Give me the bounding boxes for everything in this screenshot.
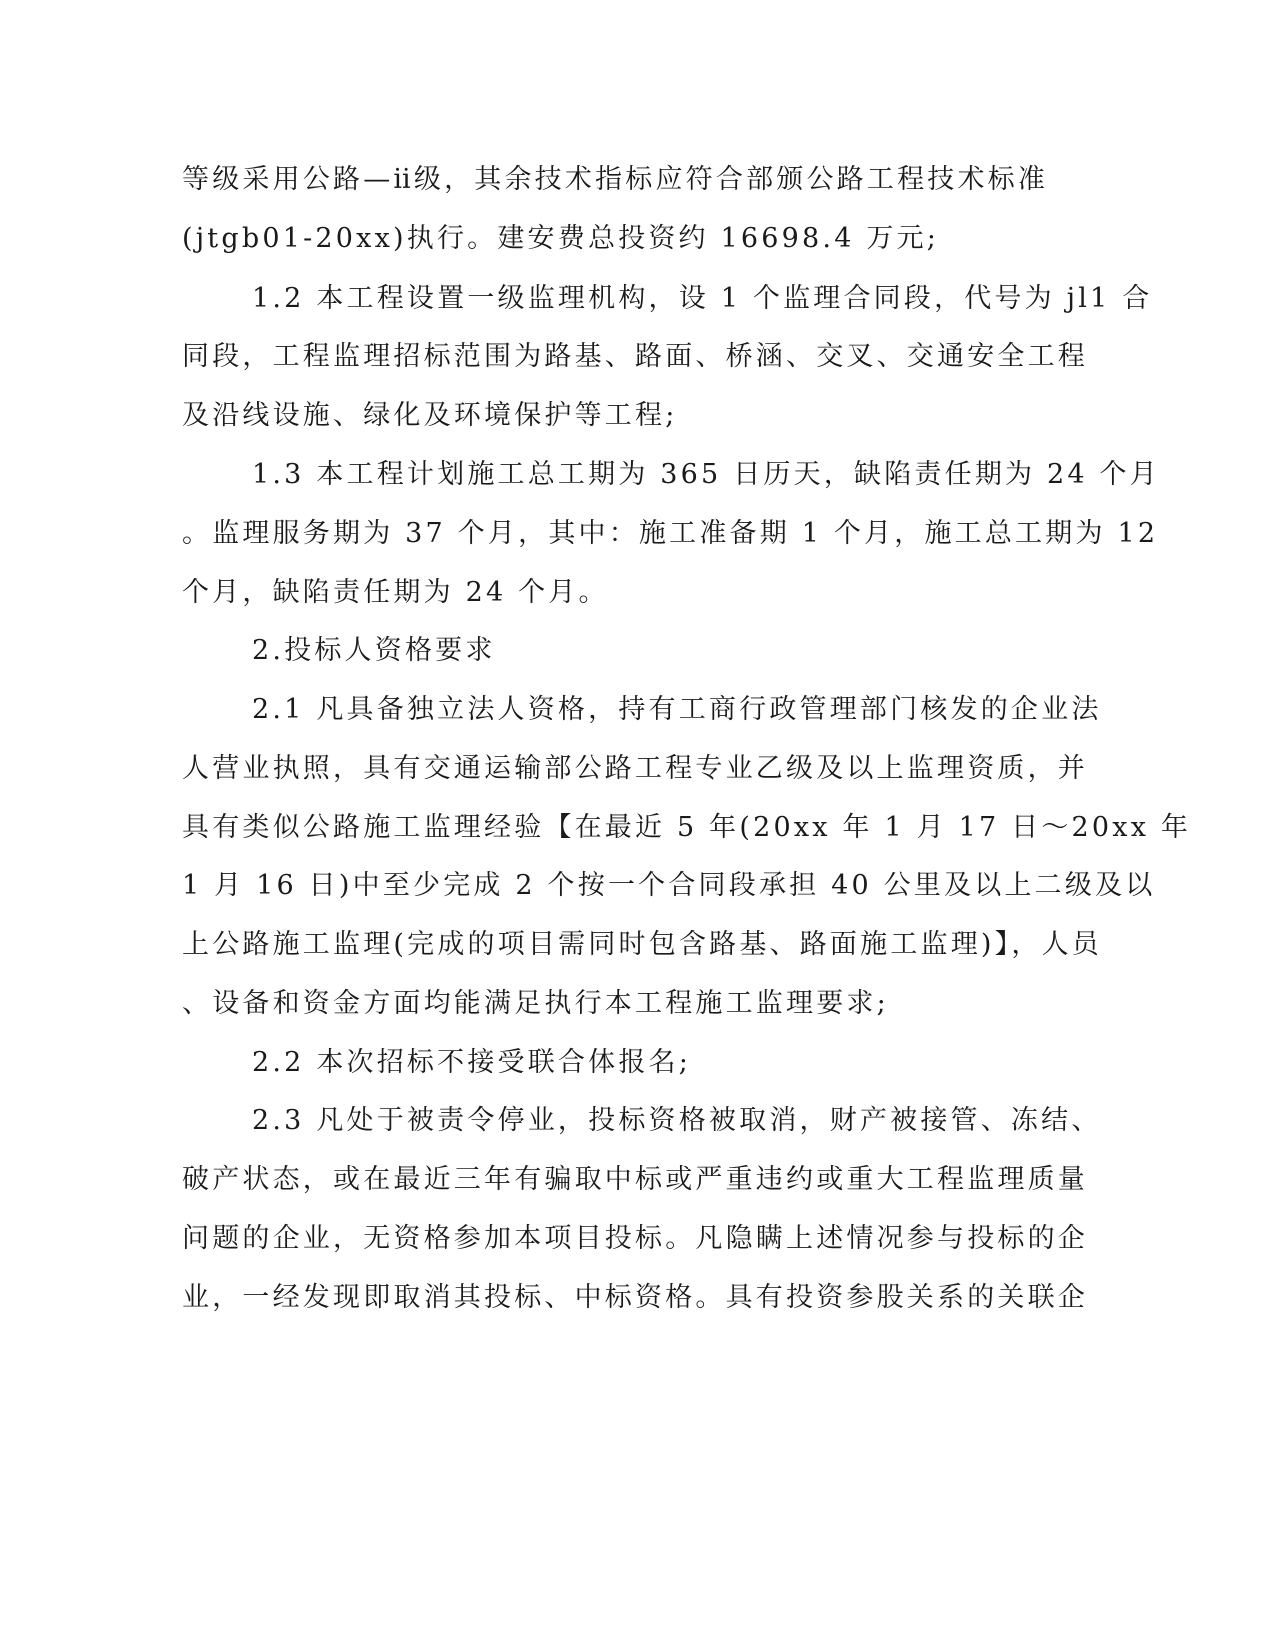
text-line: 1 月 16 日)中至少完成 2 个按一个合同段承担 40 公里及以上二级及以 — [182, 870, 1156, 901]
text-line: 问题的企业，无资格参加本项目投标。凡隐瞒上述情况参与投标的企 — [182, 1223, 1088, 1254]
text-line: 及沿线设施、绿化及环境保护等工程; — [182, 400, 678, 431]
text-line: 、设备和资金方面均能满足执行本工程施工监理要求; — [182, 988, 889, 1019]
text-line: 个月，缺陷责任期为 24 个月。 — [182, 577, 609, 608]
text-line: 同段，工程监理招标范围为路基、路面、桥涵、交叉、交通安全工程 — [182, 341, 1088, 372]
paragraph-1-3-start: 1.3 本工程计划施工总工期为 365 日历天，缺陷责任期为 24 个月 — [252, 459, 1160, 490]
text-line: 具有类似公路施工监理经验【在最近 5 年(20xx 年 1 月 17 日～20xx 年 — [182, 812, 1192, 843]
text-line: 。监理服务期为 37 个月，其中：施工准备期 1 个月，施工总工期为 12 — [182, 518, 1159, 549]
paragraph-2-3-start: 2.3 凡处于被责令停业，投标资格被取消，财产被接管、冻结、 — [252, 1105, 1102, 1136]
text-line: 破产状态，或在最近三年有骗取中标或严重违约或重大工程监理质量 — [182, 1164, 1088, 1195]
paragraph-1-2-start: 1.2 本工程设置一级监理机构，设 1 个监理合同段，代号为 jl1 合 — [252, 283, 1153, 314]
paragraph-2-1-start: 2.1 凡具备独立法人资格，持有工商行政管理部门核发的企业法 — [252, 694, 1102, 725]
paragraph-2-2: 2.2 本次招标不接受联合体报名; — [252, 1047, 692, 1078]
text-line: 等级采用公路—ⅱ级，其余技术指标应符合部颁公路工程技术标准 — [182, 164, 1049, 195]
section-heading: 2.投标人资格要求 — [252, 635, 496, 666]
text-line: 业，一经发现即取消其投标、中标资格。具有投资参股关系的关联企 — [182, 1282, 1088, 1313]
text-line: 上公路施工监理(完成的项目需同时包含路基、路面施工监理)】，人员 — [182, 929, 1102, 960]
text-line: (jtgb01-20xx)执行。建安费总投资约 16698.4 万元; — [182, 223, 940, 254]
text-line: 人营业执照，具有交通运输部公路工程专业乙级及以上监理资质，并 — [182, 753, 1088, 784]
